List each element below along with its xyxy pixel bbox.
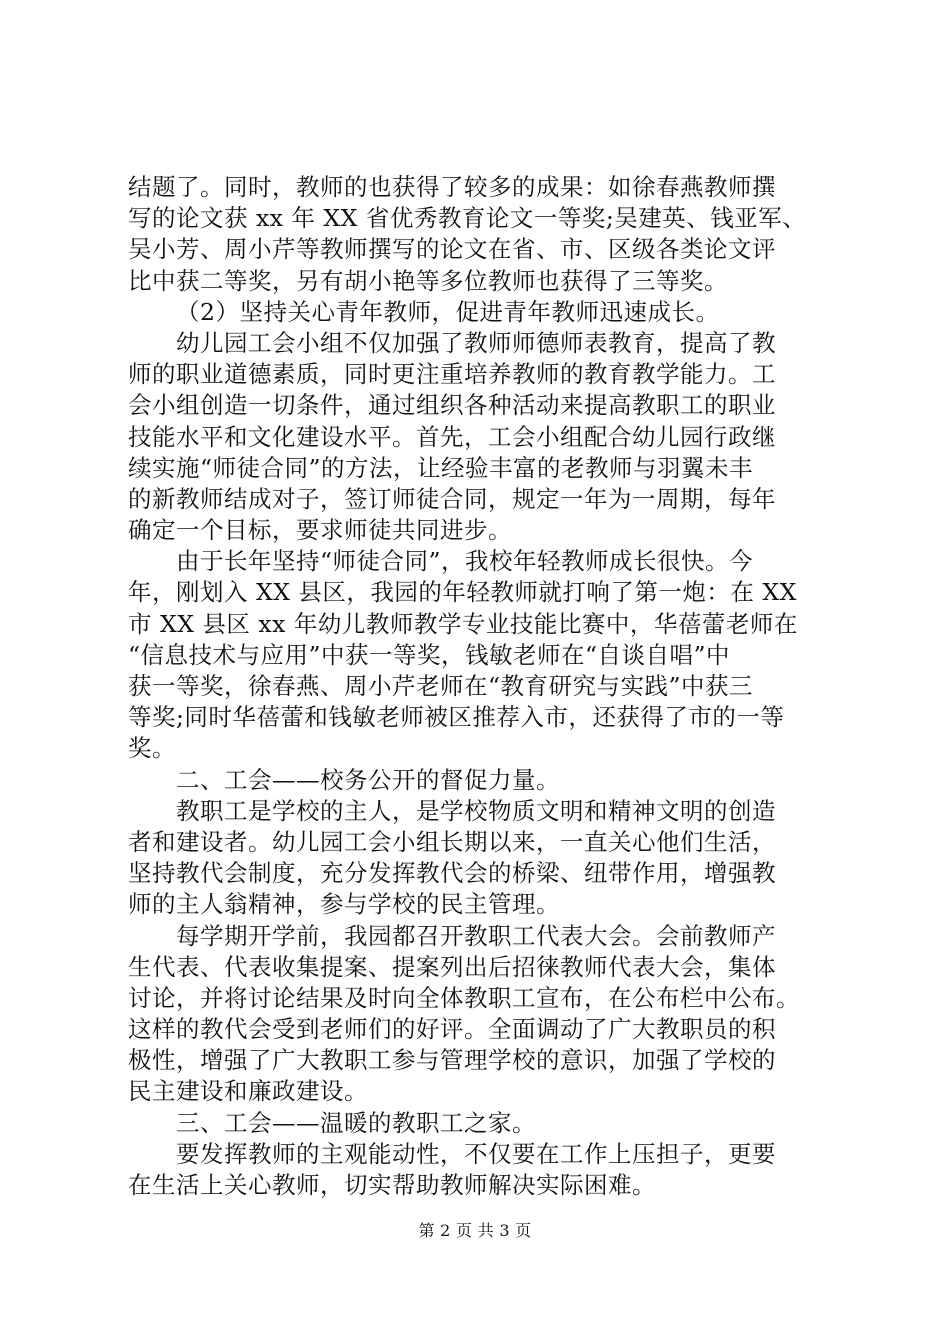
text-line: 由于长年坚持“师徒合同”，我校年轻教师成长很快。今: [176, 547, 754, 576]
text-line: 幼儿园工会小组不仅加强了教师师德师表教育，提高了教: [176, 328, 776, 357]
text-line: 会小组创造一切条件，通过组织各种活动来提高教职工的职业: [128, 391, 776, 420]
section-heading: 三、工会——温暖的教职工之家。: [176, 1108, 536, 1137]
text-line: 师的主人翁精神，参与学校的民主管理。: [128, 890, 560, 919]
text-line: 等奖;同时华蓓蕾和钱敏老师被区推荐入市，还获得了市的一等: [128, 703, 785, 732]
text-line: 比中获二等奖，另有胡小艳等多位教师也获得了三等奖。: [128, 266, 728, 295]
text-line: 确定一个目标，要求师徒共同进步。: [128, 516, 512, 545]
text-line: 写的论文获 xx 年 XX 省优秀教育论文一等奖;吴建英、钱亚军、: [128, 204, 807, 233]
text-line: 年，刚划入 XX 县区，我园的年轻教师就打响了第一炮：在 XX: [128, 578, 797, 607]
text-line: 技能水平和文化建设水平。首先，工会小组配合幼儿园行政继: [128, 422, 776, 451]
text-line: 奖。: [128, 734, 176, 763]
text-line: 教职工是学校的主人，是学校物质文明和精神文明的创造: [176, 796, 776, 825]
text-line: 讨论，并将讨论结果及时向全体教职工宣布，在公布栏中公布。: [128, 983, 800, 1012]
text-line: 生代表、代表收集提案、提案列出后招徕教师代表大会，集体: [128, 952, 776, 981]
text-line: 者和建设者。幼儿园工会小组长期以来，一直关心他们生活，: [128, 827, 776, 856]
text-line: 的新教师结成对子，签订师徒合同，规定一年为一周期，每年: [128, 484, 776, 513]
text-line: 吴小芳、周小芹等教师撰写的论文在省、市、区级各类论文评: [128, 235, 776, 264]
text-line: 要发挥教师的主观能动性，不仅要在工作上压担子，更要: [176, 1139, 776, 1168]
text-line: 极性，增强了广大教职工参与管理学校的意识，加强了学校的: [128, 1046, 776, 1075]
text-line: 这样的教代会受到老师们的好评。全面调动了广大教职员的积: [128, 1015, 776, 1044]
text-line: 坚持教代会制度，充分发挥教代会的桥梁、纽带作用，增强教: [128, 859, 776, 888]
text-line: 市 XX 县区 xx 年幼儿教师教学专业技能比赛中，华蓓蕾老师在: [128, 609, 798, 638]
page-footer: 第 2 页 共 3 页: [418, 1221, 532, 1240]
section-heading: 二、工会——校务公开的督促力量。: [176, 765, 560, 794]
text-line: 获一等奖，徐春燕、周小芹老师在“教育研究与实践”中获三: [128, 672, 754, 700]
text-line: 师的职业道德素质，同时更注重培养教师的教育教学能力。工: [128, 360, 776, 389]
text-line: “信息技术与应用”中获一等奖，钱敏老师在“自谈自唱”中: [128, 640, 731, 669]
text-line: 续实施“师徒合同”的方法，让经验丰富的老教师与羽翼未丰: [128, 453, 754, 482]
subheading-line: （2）坚持关心青年教师，促进青年教师迅速成长。: [176, 297, 720, 326]
document-body: [128, 172, 828, 1201]
text-line: 每学期开学前，我园都召开教职工代表大会。会前教师产: [176, 921, 776, 950]
text-line: 民主建设和廉政建设。: [128, 1077, 368, 1106]
text-line: 在生活上关心教师，切实帮助教师解决实际困难。: [128, 1171, 656, 1199]
text-line: 结题了。同时，教师的也获得了较多的成果：如徐春燕教师撰: [128, 173, 776, 201]
